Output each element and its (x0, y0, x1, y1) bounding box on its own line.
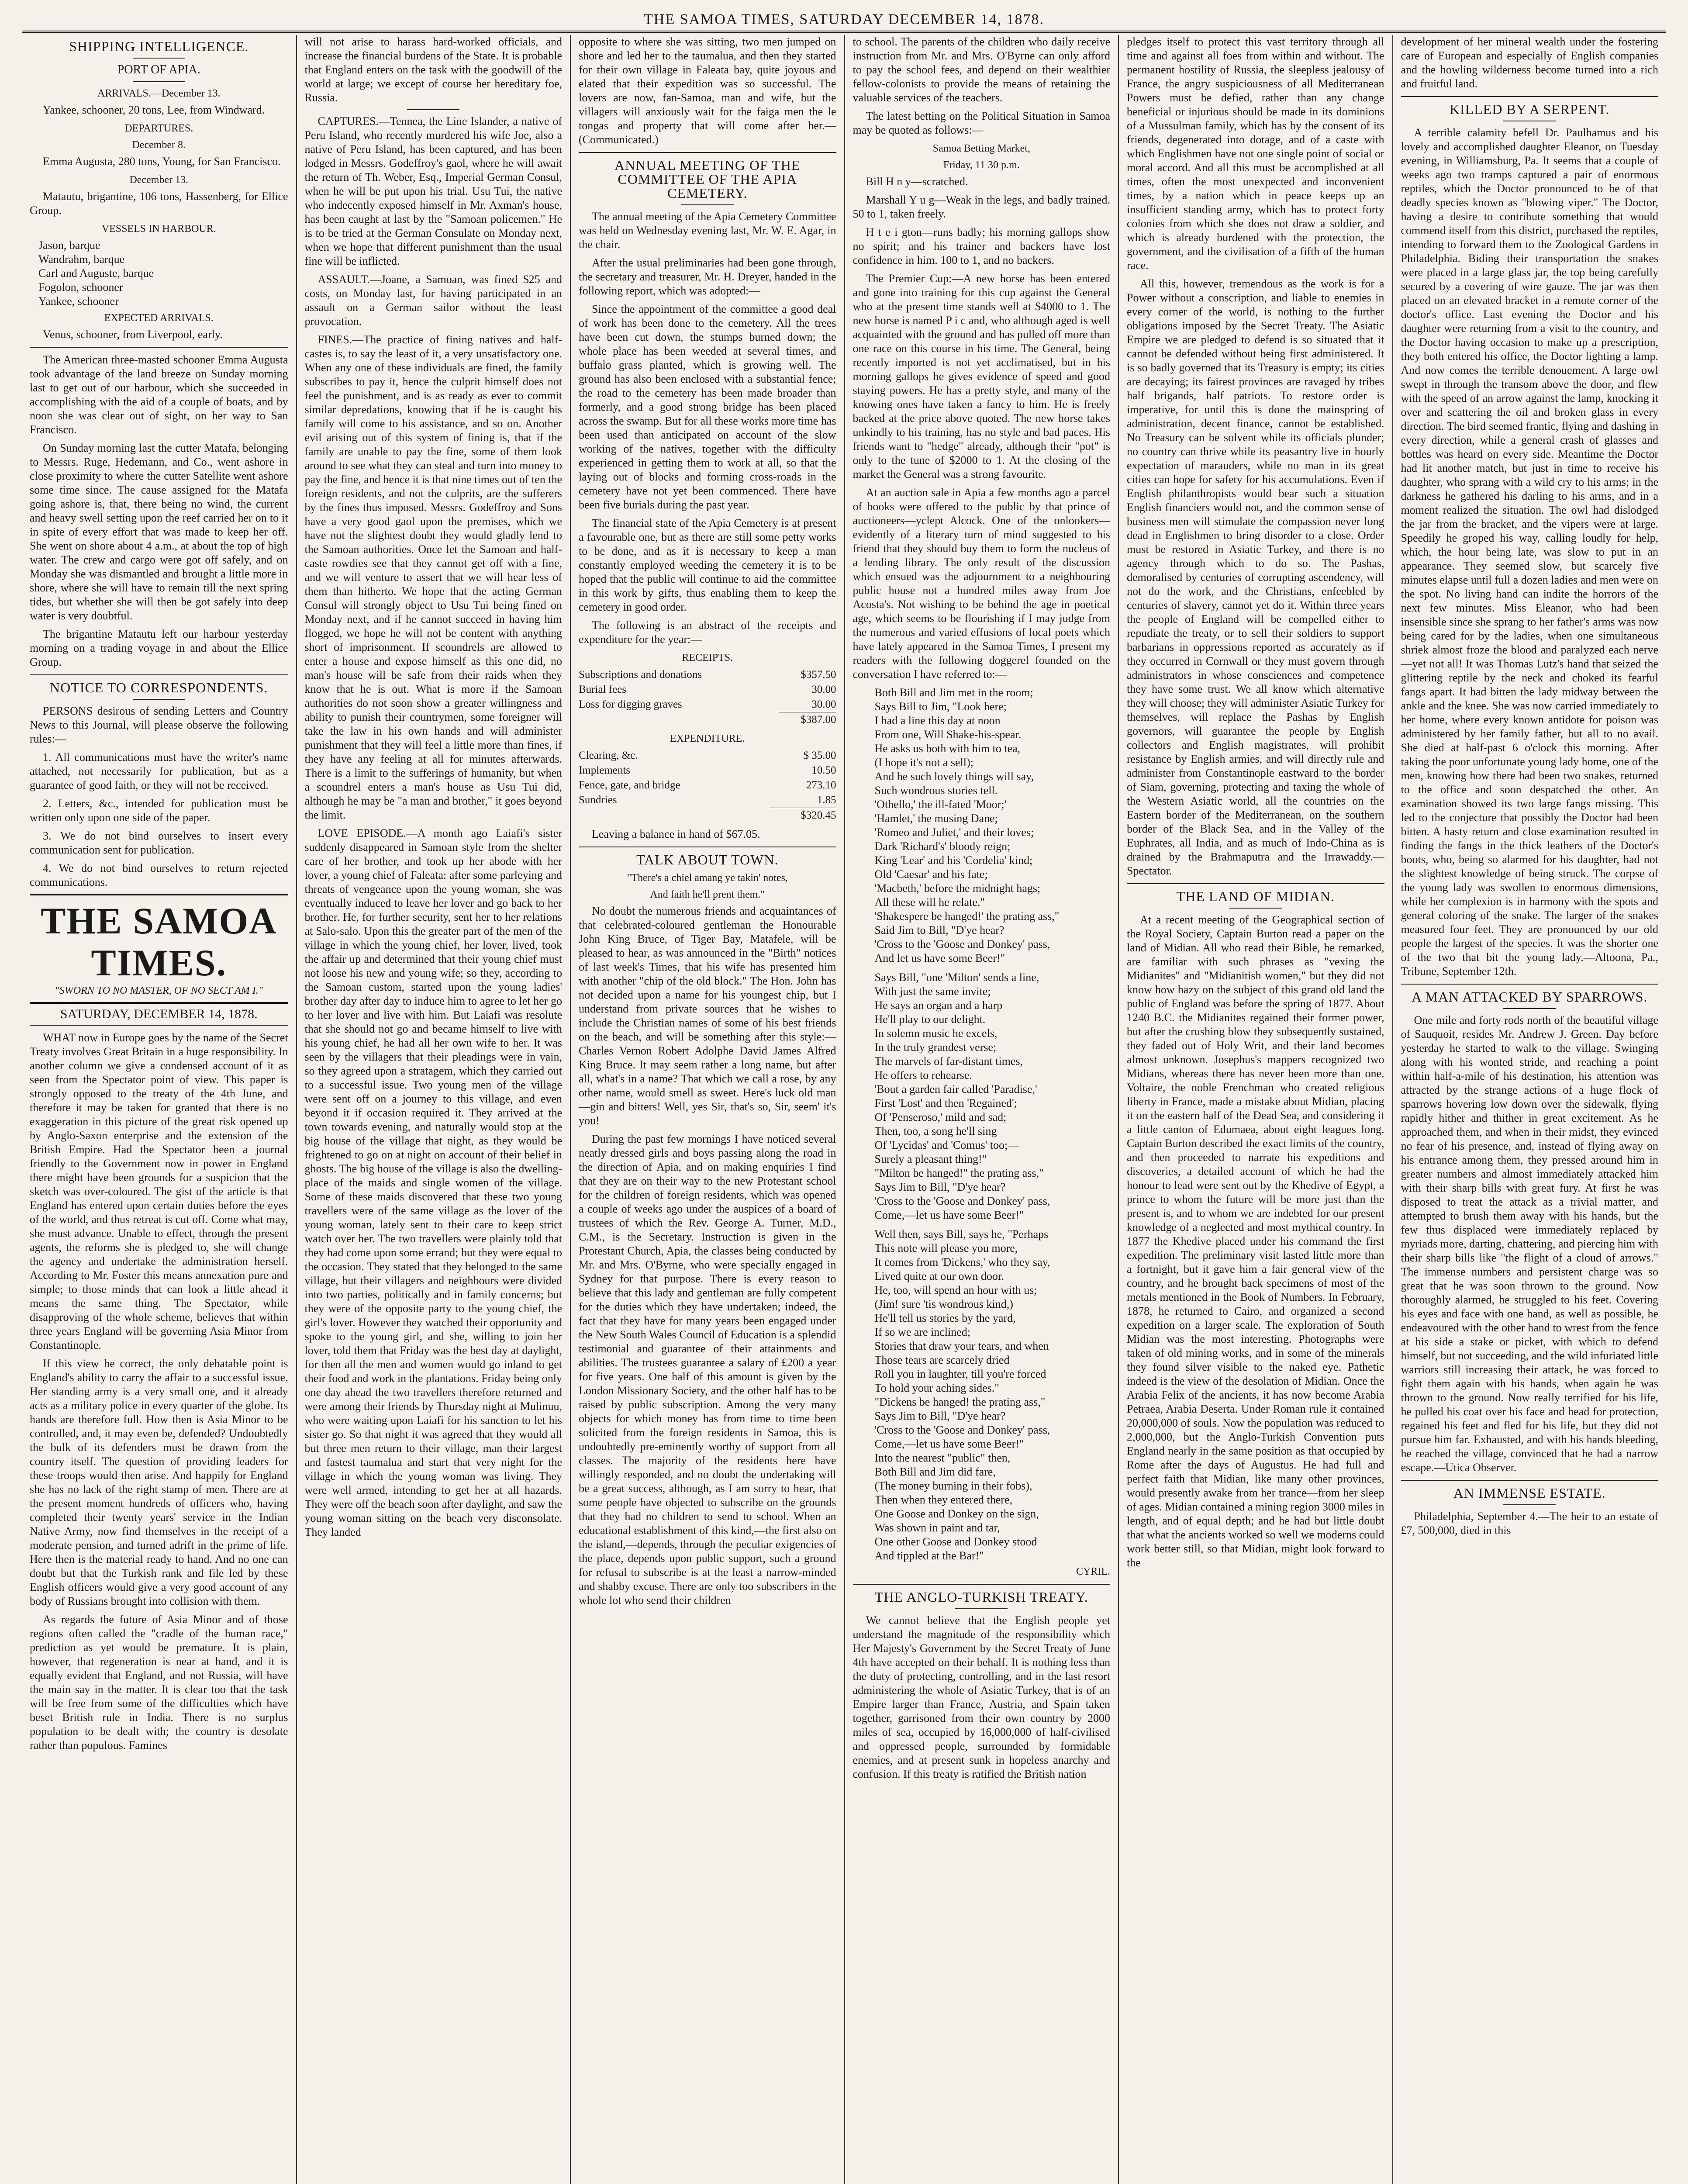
receipts-table (579, 667, 836, 727)
balance-text: Leaving a balance in hand of $67.05. (592, 828, 760, 840)
divider (133, 58, 185, 59)
table-row: Fence, gate, and bridge 273.10 (579, 779, 836, 791)
columns (22, 35, 1666, 2184)
betting-entry: Bill H n y—scratched. (866, 175, 968, 188)
table-row: Loss for digging graves 30.00 (579, 698, 836, 711)
article-paragraph: The Premier Cup:—A new horse has been entered and gone into training for this cup against the General who at the present time stands well at $4000 to 1. The new horse is named P i c and, who although aged is well acquainted with the ground and has pulled off more than one race on this course in his time. The General, being recently imported is not yet acclimatised, but in his morning gallops he gives evidence of speed and good staying powers. He has a pretty style, and many of the knowing ones have taken a fancy to him. He is freely backed at the price above quoted. The new horse takes unkindly to his training, has no style and bad paces. His friends want to "hedge" already, although their "pot" is only to the tune of $2000 to 1. At the closing of the market the General was a strong favourite. (853, 272, 1110, 480)
list-item: Jason, barque (38, 239, 100, 252)
dateline: SATURDAY, DECEMBER 14, 1878. (30, 1004, 288, 1026)
poem-stanza: Says Bill, "one 'Milton' sends a line, With just the same invite; He says an organ and a harp He'll play to our delight. In solemn music he excels, In the truly grandest verse; The marvels of far-distant times, He offers to rehearse. 'Bout a garden fair called 'Paradise,' First 'Lost' and then 'Regained'; Of 'Penseroso,' mild and sad; Then, too, a song he'll sing Of 'Lycidas' and 'Comus' too;— Surely a pleasant thing!" "Milton be hanged!" the prating ass," Says Jim to Bill, "D'ye hear? 'Cross to the 'Goose and Donkey' pass, Come,—let us have some Beer!" (874, 971, 1050, 1221)
arrivals-text: Yankee, schooner, 20 tons, Lee, from Windward. (43, 104, 265, 116)
estate-title: AN IMMENSE ESTATE. (1453, 1485, 1606, 1501)
list-item: Wandrahm, barque (38, 253, 125, 266)
notice-rule: 3. We do not bind ourselves to insert every communication sent for publication. (30, 829, 288, 856)
departure-text: Matautu, brigantine, 106 tons, Hassenberg, for Ellice Group. (30, 190, 288, 217)
masthead-title: THE SAMOA TIMES. (41, 900, 277, 984)
running-head: THE SAMOA TIMES, SATURDAY DECEMBER 14, 1878. (22, 9, 1666, 33)
masthead-motto: "SWORN TO NO MASTER, OF NO SECT AM I." (55, 985, 263, 996)
departure-date: December 13. (129, 174, 189, 186)
expected-label: EXPECTED ARRIVALS. (104, 312, 214, 324)
divider (1401, 984, 1659, 985)
fines-paragraph: FINES.—The practice of fining natives and half-castes is, to say the least of it, a very unsatisfactory one. When any one of these individuals are fined, the family subscribes to pay it, hence the culprit himself does not feel the punishment, and is as ready as ever to commit similar depredations, knowing that if he is caught his family will come to his assistance, and so on. Another evil arising out of this system of fining is, that if the family are unable to pay the fine, some of them look around to see what they can steal and turn into money to pay the fine, and hence it is that nine times out of ten the foreign residents, and not the culprits, are the sufferers by the fines thus imposed. Messrs. Godeffroy and Sons have a very good gaol upon the premises, which we have not the slightest doubt they would gladly lend to the Samoan authorities. Once let the Samoan and half-caste rowdies see that they cannot get off with a fine, and we will venture to assert that we will hear less of them than hitherto. We hope that the acting German Consul will strongly object to Usu Tui being fined on Monday next, and if he cannot succeed in having him flogged, we hope he will not be content with anything short of imprisonment. If scoundrels are allowed to enter a house and expose himself as this one did, no man's house will be safe from their raids when they know that he is out. What is more if the Samoan authorities do not soon show a greater willingness and ability to punish their countrymen, some foreigner will take the law in his own hands and will administer punishment that they will feel a little more than fines, if they have any feeling at all for minutes afterwards. There is a limit to the sufferings of humanity, but when a scoundrel enters a man's house as Usu Tui did, although he may be "a man and brother," it goes beyond the limit. (304, 333, 562, 821)
divider (1127, 883, 1384, 884)
divider (579, 152, 836, 153)
cemetery-title: ANNUAL MEETING OF THE COMMITTEE OF THE APIA CEMETERY. (614, 157, 801, 201)
article-paragraph: Since the appointment of the committee a good deal of work has been done to the cemetery. All the trees have been cut down, the stumps burned down; the whole place has been weeded at several times, and buffalo grass planted, which is growing well. The ground has also been enclosed with a substantial fence; the road to the cemetery has been made broader than formerly, and a good strong bridge has been placed across the swamp. But for all these works more time has been used than anticipated on account of the slow working of the natives, together with the difficulty experienced in getting them to work at all, so that the laying out of blocks and forming cross-roads in the cemetery have not yet been commenced. There have been five burials during the past year. (579, 303, 836, 511)
betting-entry: Marshall Y u g—Weak in the legs, and badly trained. 50 to 1, taken freely. (853, 194, 1110, 220)
betting-heading: Friday, 11 30 p.m. (943, 159, 1020, 171)
column-6 (1392, 35, 1667, 2184)
article-paragraph: A terrible calamity befell Dr. Paulhamus and his lovely and accomplished daughter Eleanor, on Tuesday evening, in Williamsburg, Pa. It seems that a couple of weeks ago two tramps captured a pair of enormous reptiles, which the Doctor pronounced to be of that deadly species known as "blowing viper." The Doctor, having a desire to contribute something that would commend itself from this district, purchased the reptiles, intending to forward them to the Zoological Gardens in Philadelphia. Biding their transportation the snakes were placed in a large glass jar, the top being carefully secured by a covering of wire gauze. The jar was then placed on an elevated bracket in a remote corner of the doctor's office. Last evening the Doctor and his daughter were returning from a visit to the country, and the Doctor having occasion to make up a prescription, they both entered his office, the Doctor lighting a lamp. And now comes the terrible denouement. A large owl swept in through the transom above the door, and flew with the speed of an arrow against the lamp, knocking it over and scattering the oil and broken glass in every direction. The bird seemed frantic, flying and dashing in every direction, while a general crash of glasses and bottles was heard on every side. Meantime the Doctor had lit another match, but just in time to receive his daughter, who sprang with a wild cry to his arms; in the darkness he gathered his darling to his arms, and in a moment realized the situation. The owl had dislodged the jar from the bracket, and the vipers were at large. Speedily he groped his way, calling loudly for help, which, the hour being late, was slow to put in an appearance. They seemed slow, but scarcely five minutes elapse until full a dozen ladies and men were on the spot. No living hand can indite the horrors of the next few minutes. Miss Eleanor, who had been insensible since she sprang to her father's arms was now being cared for by the ladies, when one simultaneous shriek almost froze the blood and paralyzed each nerve—yet not all! It was Thomas Lutz's hand that seized the glittering reptile by the neck and choked its fearful fangs apart. It had bitten the lady midway between the ankle and the knee. She was now carried immediately to her home, where every known antidote for poison was administered by her family father, but all to no avail. She died at half-past 6 o'clock this morning. After taking the poor unfortunate young lady home, one of the men, knowing how there had been two snakes, returned to the office and soon despatched the other. An examination showed its two large fangs missing. This led to the conjecture that possibly the Doctor had been bitten. A hasty return and close examination resulted in finding the fangs in the thick leathers of the Doctor's boots, who, being so alarmed for his daughter, had not the slightest knowledge of being struck. The corpse of the young lady was swollen to enormous dimensions, while her complexion is in harmony with the spots and general coloring of the snake. The larger of the snakes measured four feet. They are pronounced by our old people the largest of the species. It was the shorter one of the two that bit the young lady.—Altoona, Pa., Tribune, September 12th. (1401, 126, 1658, 978)
divider (1503, 1504, 1556, 1505)
departure-text: Emma Augusta, 280 tons, Young, for San Francisco. (43, 155, 281, 168)
notice-intro: PERSONS desirous of sending Letters and Country News to this Journal, will please observe the following rules:— (30, 705, 288, 745)
shipping-title: SHIPPING INTELLIGENCE. (69, 38, 249, 54)
notice-rule: 4. We do not bind ourselves to return rejected communications. (30, 862, 288, 888)
divider (1503, 1008, 1556, 1009)
article-paragraph: We cannot believe that the English people yet understand the magnitude of the responsibility which Her Majesty's Government by the Secret Treaty of June 4th have accepted on their behalf. It is nothing less than the duty of protecting, controlling, and in the last resort administering the whole of Asiatic Turkey, that is of an Empire larger than France, Austria, and Spain taken together, garrisoned from their own country by 2000 miles of sea, occupied by 16,000,000 of half-civilised and oppressed people, surrounded by formidable enemies, and at present sunk in hopeless anarchy and confusion. If this treaty is ratified the British nation (853, 1614, 1110, 1780)
article-paragraph: During the past few mornings I have noticed several neatly dressed girls and boys passing along the road in the direction of Apia, and on making enquiries I find that they are on their way to the new Protestant school for the children of foreign residents, which was opened a couple of weeks ago under the auspices of a board of trustees of which the Rev. George A. Turner, M.D., C.M., is the Secretary. Instruction is given in the Protestant Church, Apia, the classes being conducted by Mr. and Mrs. O'Byrne, who were specially engaged in Sydney for that purpose. There is every reason to believe that this lady and gentleman are fully competent for the duties which they have undertaken; indeed, the fact that they have for many years been engaged under the New South Wales Council of Education is a splendid testimonial and guarantee of their attainments and abilities. The trustees guarantee a salary of £200 a year for five years. One half of this amount is given by the London Missionary Society, and the other half has to be raised by public subscription. Among the very many objects for which money has from time to time been solicited from the foreign residents in Samoa, this is undoubtedly pre-eminently worthy of support from all classes. The majority of the residents here have willingly responded, and no doubt the undertaking will be a great success, although, as I am sorry to hear, that some people have objected to subscribe on the grounds that they had no children to send to school. When an educational establishment of this kind,—the first also on the island,—depends, through the peculiar exigencies of the place, depends upon public support, such a ground for refusal to subscribe is at the least a narrow-minded and shabby excuse. There are only too subscribers in the whole lot who send their children (579, 1133, 836, 1607)
talk-continuation: to school. The parents of the children who daily receive instruction from Mr. and Mrs. O'Byrne can only afford to pay the school fees, and depend on their wealthier fellow-colonists to provide the means of retaining the valuable services of the teachers. (853, 35, 1110, 104)
column-4 (844, 35, 1118, 2184)
table-row: Sundries 1.85 (579, 794, 836, 806)
divider (1229, 908, 1282, 909)
divider (853, 1584, 1111, 1585)
article-paragraph: One mile and forty rods north of the beautiful village of Sauquoit, resides Mr. Andrew J. Green. Day before yesterday he started to walk to the village. Swinging along with his wonted stride, and reaching a point within half-a-mile of his destination, his attention was attracted by the strange actions of a huge flock of sparrows hovering low down over the sidewalk, flying rapidly hither and thither in great excitement. As he approached them, and when in their midst, they evinced no fear of his presence, and, instead of flying away on his entrance among them, they pressed around him in greater numbers and almost immediately attacked him with their sharp bills with great fury. At first he was disposed to treat the attack as a trivial matter, and attempted to brush them away with his hands, but the few thus displaced were immediately replaced by myriads more, darting, chattering, and piercing him with their sharp bills like "the flight of a cloud of arrows." The immense numbers and persistent charge was so great that he was soon thrown to the ground. Now thoroughly alarmed, he struggled to his feet. Covering his eyes and face with one hand, as well as possible, he endeavoured with the other hand to wrest from the fence at his side a stake or picket, with which to defend himself, but not succeeding, and the wild infuriated little warriors still increasing their attack, he was forced to fight them again with his hands, when again he was thrown to the ground. Now really terrified for his life, he pulled his coat over his face and head for protection, regained his feet and fled for his life, but they did not pursue him far. Exhausted, and with his hands bleeding, he reached the village, convinced that he had a narrow escape.—Utica Observer. (1401, 1014, 1658, 1474)
table-row: Implements 10.50 (579, 764, 836, 776)
signature: CYRIL. (1076, 1566, 1110, 1577)
article-paragraph: On Sunday morning last the cutter Matafa, belonging to Messrs. Ruge, Hedemann, and Co., went ashore in close proximity to where the cutter Satellite went ashore some time since. The cause assigned for the Matafa going ashore is, that, there being no wind, the current and heavy swell setting upon the reef carried her on to it in spite of every effort that was made to keep her off. She went on shore about 4 a.m., at about the top of high water. The crew and cargo were got off safely, and on Monday she was dismantled and brought a little more in shore, where she will have to remain till the next spring tides, but whether she will then be got safely into deep water is very doubtful. (30, 442, 288, 622)
expenditure-table (579, 748, 836, 823)
betting-intro: The latest betting on the Political Situation in Samoa may be quoted as follows:— (853, 110, 1110, 136)
captures-paragraph: CAPTURES.—Tennea, the Line Islander, a native of Peru Island, who recently murdered his wife Joe, also a native of Peru Island, has been captured, and has been lodged in Messrs. Godeffroy's gaol, where he will await the return of Th. Weber, Esq., Imperial German Consul, when he will be put upon his trial. Usu Tui, the native who indecently exposed himself in Mr. Axman's house, has been caught at last by the "Samoan policemen." He is to be tried at the German Consulate on Monday next, when we hope that different punishment than the usual fine will be inflicted. (304, 115, 562, 267)
poem-stanza: Well then, says Bill, says he, "Perhaps This note will please you more, It comes from 'Dickens,' who they say, Lived quite at our own door. He, too, will spend an hour with us; (Jim! sure 'tis wondrous kind,) He'll tell us stories by the yard, If so we are inclined; Stories that draw your tears, and when Those tears are scarcely dried Roll you in laughter, till you're forced To hold your aching sides." "Dickens be hanged! the prating ass," Says Jim to Bill, "D'ye hear? 'Cross to the 'Goose and Donkey' pass, Come,—let us have some Beer!" Into the nearest "public" then, Both Bill and Jim did fare, (The money burning in their fobs), Then when they entered there, One Goose and Donkey on the sign, Was shown in paint and tar, One other Goose and Donkey stood And tippled at the Bar!" (874, 1228, 1050, 1562)
article-paragraph: The following is an abstract of the receipts and expenditure for the year:— (579, 619, 836, 646)
column-2 (296, 35, 570, 2184)
love-episode-continuation: opposite to where she was sitting, two men jumped on shore and led her to the taumalua, and then they started for their own village in Faleata bay, quite joyous and elated that their expedition was so successful. The lovers are now, fan-Samoa, man and wife, but the villagers will anxiously wait for the faiga men the le tongas and property that will come after her.—(Communicated.) (579, 35, 836, 146)
article-paragraph: All this, however, tremendous as the work is for a Power without a conscription, and liable to enemies in every corner of the world, is nothing to the further obligations imposed by the Secret Treaty. The Asiatic Empire we are pledged to defend is so situated that it cannot be defended without being first administered. It is so badly governed that its Treasury is empty; its cities are decaying; its fairest provinces are ravaged by tribes half brigands, half patriots. To restore order is imperative, for until this is done the mainspring of administration, decent finance, cannot be established. No Treasury can be solvent while its officials plunder; no country can thrive while its peasantry live in hourly expectation of marauders, while no man in its great cities can hope for safety for his accumulations. Even if English philanthropists would bear such a situation English financiers would not, and the common sense of business men will stimulate the compassion never long dead in Englishmen to bring disorder to a close. Order must be restored in Asiatic Turkey, and there is no agency through which to do so. The Pashas, demoralised by centuries of corrupting ascendency, will not do the work, and the Christians, enfeebled by centuries of slavery, cannot yet do it. Within three years the people of England will be compelled either to repudiate the treaty, or to sell their soldiers to support barbarians in oppressions reported as accurately as if they occurred in Cornwall or they must govern through administrators in whose consciences and competence they have some trust. We all know which alternative they will choose; they will administer Asiatic Turkey for themselves, will replace the Pashas by English governors, will guarantee the people by English collectors and English magistrates, will prohibit resistance by English armies, and will directly rule and administer from Constantinople eastward to the border of Siam, governing, protecting and taxing the whole of the Western Asiatic world, all the countries on the Eastern border of the Mediterranean, on the southern border of the Black Sea, and in the Valley of the Euphrates, all India, and as much of Indo-China as is drained by the Brahmaputra and the Irrawaddy.—Spectator. (1127, 277, 1384, 877)
love-episode-paragraph: LOVE EPISODE.—A month ago Laiafi's sister suddenly disappeared in Samoan style from the shelter care of her brother, and took up her abode with her lover, a young chief of Faleata: after some parleying and threats of vengeance upon the young woman, she was eventually induced to leave her lover and go back to her brother. He, for further security, sent her to her relations at Salo-salo. Upon this the greater part of the men of the village in which the young chief, her lover, lived, took the affair up and determined that their young chief must not loose his new and young wife; so they, according to the Samoan custom, started upon the young ladies' brother day after day to induce him to agree to let her go to her lover and live with him. But Laiafi was resolute that she should not go and became himself to live with his young chief, he had all her own wife to her. It was seen by the villagers that their pleadings were in vain, so they agreed upon a stratagem, which they carried out to a successful issue. Two young men of the village were sent off on a journey to this village, and even beyond it if occasion required it. They arrived at the town towards evening, and naturally would stop at the big house of the village that night, as they would be frightened to go on at night on account of their belief in ghosts. The big house of the village is also the dwelling-place of the maids and single women of the village. Some of these maids discovered that these two young travellers were of the same village as the lover of the young woman, lately sent to their care to keep strict watch over her. The two travellers were plainly told that they had come upon some errand; but they were equal to the occasion. They stated that they belonged to the same village, but their villagers and neighbours were divided into two parties, politically and in family concerns; but they were of the opposite party to the young chief, the girl's lover. However they watched their opportunity and spoke to the young girl, and she, willing to join her lover, told them that Friday was the best day at daylight, for then all the men and women would go inland to get their food and work in the plantations. Friday being only one day ahead the two travellers therefore returned and were among their friends by Thursday night at Mulinuu, who were waiting upon Laiafi for his sanction to let his sister go. So that night it was agreed that they would all but three men return to their village, man their largest and fastest taumalua and start that very night for the village in which the young woman was living. They were well armed, intending to get her at all hazards. They were off the beach soon after daylight, and saw the young woman sitting on the beach very disconsolate. They landed (304, 827, 562, 1538)
talk-quote: "There's a chiel amang ye takin' notes, (627, 872, 788, 884)
expenditure-label: EXPENDITURE. (670, 733, 745, 744)
departure-date: December 8. (132, 139, 186, 151)
sparrows-title: A MAN ATTACKED BY SPARROWS. (1412, 989, 1648, 1005)
poem-stanza: Both Bill and Jim met in the room; Says Bill to Jim, "Look here; I had a line this day at noon From one, Will Shake-his-spear. He asks us both with him to tea, (I hope it's not a sell); And he such lovely things will say, Such wondrous stories tell. 'Othello,' the ill-fated 'Moor;' 'Hamlet,' the musing Dane; 'Romeo and Juliet,' and their loves; Dark 'Richard's' bloody reign; King 'Lear' and his 'Cordelia' kind; Old 'Caesar' and his fate; 'Macbeth,' before the midnight hags; All these will he relate." 'Shakespere be hanged!' the prating ass," Said Jim to Bill, "D'ye hear? 'Cross to the 'Goose and Donkey' pass, And let us have some Beer!" (874, 686, 1060, 964)
serpent-title: KILLED BY A SERPENT. (1449, 101, 1610, 117)
divider (1401, 1480, 1659, 1481)
divider (955, 1608, 1008, 1609)
article-paragraph: After the usual preliminaries had been gone through, the secretary and treasurer, Mr. H. Dreyer, handed in the following report, which was adopted:— (579, 256, 836, 297)
column-5 (1118, 35, 1392, 2184)
divider (30, 674, 288, 675)
article-paragraph: The brigantine Matautu left our harbour yesterday morning on a trading voyage in and about the Ellice Group. (30, 628, 288, 668)
list-item: Carl and Auguste, barque (38, 267, 154, 280)
divider (133, 699, 185, 700)
talk-quote: And faith he'll prent them." (650, 889, 765, 900)
article-paragraph: The financial state of the Apia Cemetery is at present a favourable one, but as there are still some petty works to be done, and as it is necessary to keep a man constantly employed weeding the cemetery it is to be hoped that the public will continue to aid the committee in this work by gifts, thus enabling them to keep the cemetery in good order. (579, 517, 836, 613)
treaty-title: THE ANGLO-TURKISH TREATY. (874, 1589, 1088, 1605)
list-item: Fogolon, schooner (38, 281, 123, 294)
article-paragraph: At an auction sale in Apia a few months ago a parcel of books were offered to the public by that prince of auctioneers—yclept Alcock. One of the onlookers—evidently of a literary turn of mind suggested to his friend that they should buy them to form the nucleus of a lending library. The only result of the discussion which ensued was the adjournment to a neighbouring public house not a hundred miles away from Joe Acosta's. Not wishing to be behind the age in poetical age, which seems to be flourishing if I may judge from the numerous and varied effusions of local poets which have lately appeared in the Samoa Times, I present my readers with the following doggerel founded on the conversation I have referred to:— (853, 486, 1110, 681)
column-1 (22, 35, 296, 2184)
betting-heading: Samoa Betting Market, (932, 143, 1030, 154)
divider (681, 204, 734, 205)
editorial-paragraph: If this view be correct, the only debatable point is England's ability to carry the affair to a successful issue. Her standing army is a very small one, and it already acts as a military police in every quarter of the globe. Its hands are therefore full. How then is Asia Minor to be controlled, and, it may even be, defended? Undoubtedly the bulk of its defenders must be drawn from the country itself. The question of providing leaders for these troops would then arise. And happily for England she has no lack of the right stamp of men. There are at the present moment hundreds of officers who, having completed their twenty years' service in the Indian Native Army, now find themselves in the receipt of a moderate pension, and turned adrift in the prime of life. Here then is the material ready to hand. And no one can doubt but that the Turkish rank and file led by these English officers would give a very good account of any body of Russians brought into collision with them. (30, 1357, 288, 1607)
article-paragraph: No doubt the numerous friends and acquaintances of that celebrated-coloured gentleman the Honourable John King Bruce, of Tiger Bay, Matafele, will be pleased to hear, as was announced in the "Birth" notices of last week's Times, that his wife has presented him with another "chip of the old block." The Hon. John has not decided upon a name for his youngest chip, but I understand from private sources that he wishes to include the Christian names of some of his best friends on the beach, and will be something after this style:—Charles Vernon Robert Adolphe David James Alfred King Bruce. It may seem rather a long name, but after all, what's in a name? That which we call a rose, by any other name, would smell as sweet. Here's luck old man—gin and bitters! Well, yes Sir, that's so, Sir, seem' it's you! (579, 905, 836, 1127)
article-paragraph: The American three-masted schooner Emma Augusta took advantage of the land breeze on Sunday morning last to get out of our harbour, which she succeeded in accomplishing with the aid of a couple of boats, and by noon she was clear out of sight, on her way to San Francisco. (30, 353, 288, 436)
divider (133, 81, 185, 82)
divider (407, 109, 459, 110)
table-row: Burial fees 30.00 (579, 684, 836, 695)
betting-entry: H t e i gton—runs badly; his morning gallops show no spirit; and his trainer and backers have lost confidence in him. 100 to 1, and no backers. (853, 226, 1110, 266)
notice-title: NOTICE TO CORRESPONDENTS. (50, 680, 268, 695)
article-paragraph: Philadelphia, September 4.—The heir to an estate of £7, 500,000, died in this (1401, 1510, 1658, 1537)
divider (1401, 96, 1659, 97)
vessel-list (30, 238, 288, 308)
assault-paragraph: ASSAULT.—Joane, a Samoan, was fined $25 and costs, on Monday last, for having participated in an assault on a German sailor without the least provocation. (304, 273, 562, 328)
list-item: Yankee, schooner (38, 295, 119, 308)
midian-continuation: development of her mineral wealth under the fostering care of European and especially of English companies and the howling wilderness become turned into a rich and fruitful land. (1401, 35, 1658, 90)
receipts-label: RECEIPTS. (682, 652, 733, 663)
notice-rule: 1. All communications must have the writer's name attached, not necessarily for publication, but as a guarantee of good faith, or they will not be received. (30, 751, 288, 791)
editorial-continuation: will not arise to harass hard-worked officials, and increase the financial burdens of the State. It is probable that England enters on the task with the goodwill of the world at large; we except of course her hereditary foe, Russia. (304, 35, 562, 104)
masthead (30, 894, 288, 1004)
column-3 (570, 35, 844, 2184)
talk-title: TALK ABOUT TOWN. (636, 852, 779, 867)
notice-rule: 2. Letters, &c., intended for publication must be written only upon one side of the paper. (30, 797, 288, 824)
editorial-paragraph: As regards the future of Asia Minor and of those regions often called the "cradle of the human race," prediction as yet would be premature. It is plain, however, that regeneration is near at hand, and it is equally evident that England, and not Russia, will have the main say in the matter. It is clear too that the task will be free from some of the difficulties which have beset British rule in India. There is no surplus population to be dealt with; the country is desolate rather than populous. Famines (30, 1613, 288, 1752)
expected-text: Venus, schooner, from Liverpool, early. (43, 328, 223, 341)
port-title: PORT OF APIA. (117, 63, 200, 76)
table-row: Clearing, &c. $ 35.00 (579, 750, 836, 761)
table-row-total: $320.45 (579, 808, 836, 823)
article-paragraph: The annual meeting of the Apia Cemetery Committee was held on Wednesday evening last, Mr. W. E. Agar, in the chair. (579, 210, 836, 251)
table-row: Subscriptions and donations $357.50 (579, 669, 836, 681)
treaty-continuation: pledges itself to protect this vast territory through all time and against all foes from within and without. The permanent hostility of Russia, the sleepless jealousy of France, the angry suspiciousness of all Mediterranean Powers must be defied, rather than any change beneficial or injurious should be made in its dominions of a Mussulman family, which has by the consent of its friends, degenerated into dotage, and of a caste with which Englishmen have not one single point of social or moral accord. And all this must be accomplished at all times, often the most unexpected and inconvenient times, by a nation which in peace keeps up an insufficient standing army, which has to protect forty colonies from which she does not draw a soldier, and which is already burdened with the protection, the government, and the civilisation of a fifth of the human race. (1127, 35, 1384, 272)
vessels-label: VESSELS IN HARBOUR. (101, 223, 216, 235)
editorial-paragraph: WHAT now in Europe goes by the name of the Secret Treaty involves Great Britain in a huge responsibility. In another column we give a condensed account of it as seen from the Spectator point of view. This paper is strongly opposed to the treaty of the 4th June, and therefore it may be taken for granted that there is no exaggeration in this picture of the great risk opened up by Anglo-Saxon enterprise and the extension of the British Empire. Had the Spectator been a journal friendly to the Government now in power in England there might have been grounds for a suspicion that the sketch was over-coloured. The gist of the article is that England has entered upon certain duties before the eyes of the world, and thus retreat is cut off. Come what may, she must advance. Unable to effect, through the present agents, the reforms she is pledged to, she will change the agency and undertake the administration herself. According to Mr. Foster this means annexation pure and simple; to those minds that can look a little ahead it means the same thing. The Spectator, while disapproving of the whole scheme, believes that within three years England will be governing Asia Minor from Constantinople. (30, 1031, 288, 1351)
departures-label: DEPARTURES. (124, 123, 193, 134)
divider (30, 347, 288, 348)
table-row-total: $387.00 (579, 712, 836, 728)
midian-title: THE LAND OF MIDIAN. (1176, 888, 1335, 904)
article-paragraph: At a recent meeting of the Geographical section of the Royal Society, Captain Burton read a paper on the land of Midian. All who read their Bible, he remarked, are familiar with such phrases as "vexing the Midianites" and "Midianitish women," but they did not know how hazy on the subject of this grand old land the public of England was before the spring of 1877. About 1240 B.C. the Midianites regained their former power, but after the crushing blow they subsequently sustained, they faded out of Holy Writ, and their land becomes almost unknown. Josephus's mappers recognized two Midians, whereas there has never been more than one. Voltaire, the noble Frenchman who created religious liberty in France, made a mistake about Midian, placing it on the eastern half of the Dead Sea, and considering it a little canton of Edumaea, about eight leagues long. Captain Burton described the exact limits of the country, and then proceeded to narrate his expeditions and discoveries, a detailed account of which he had the honour to lead were sent out by the Khedive of Egypt, a prince to whom the future will be more just than the present is, and to whom we are indebted for our present knowledge of a neglected and most mythical country. In 1877 the Khedive placed under his command the first expedition. The preliminary visit lasted little more than a fortnight, but it gave him a fair general view of the country, and he brought back specimens of most of the metals mentioned in the Book of Numbers. In February, 1878, he returned to Cairo, and organized a second expedition on a larger scale. The exploration of South Midian was the most interesting. Photographs were taken of old mining works, and in some of the minerals they found silver visible to the naked eye. Pathetic indeed is the view of the desolation of Midian. Once the Arabia Felix of the ancients, it has now become Arabia Petraea, Arabia Deserta. Under Roman rule it contained 20,000,000 of souls. Now the population was reduced to 2,000,000, but the Anglo-Turkish Convention puts England nearly in the same position as that occupied by Rome after the days of Augustus. He had full and perfect faith that Midian, like many other provinces, would presently awake from her trance—from her sleep of ages. Midian contained a mining region 3000 miles in length, and of equal depth; and he had but little doubt that what the ancients worked so well we moderns could work better still, so that Midian, might look forward to the (1127, 913, 1384, 1569)
arrivals-label: ARRIVALS.—December 13. (97, 88, 221, 99)
